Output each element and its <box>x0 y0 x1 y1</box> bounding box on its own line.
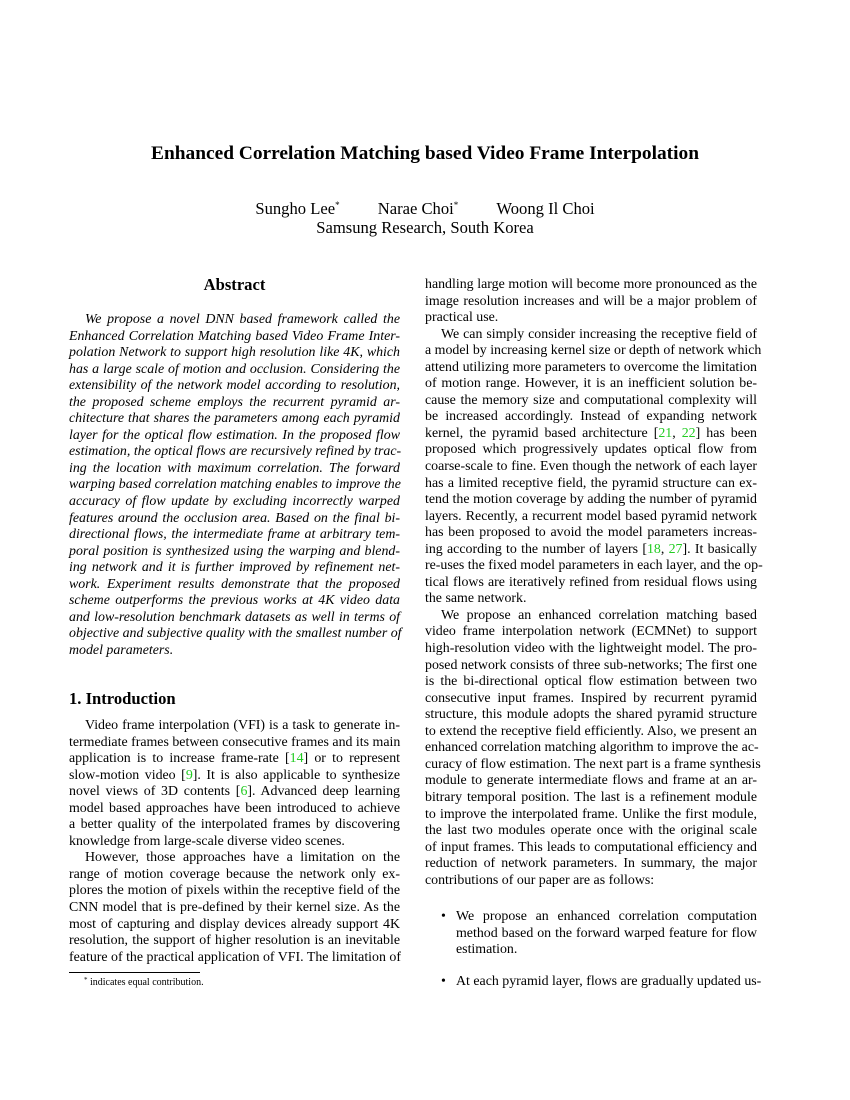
text-segment: kernel, the pyramid based architecture [ <box>425 425 659 441</box>
text-line: has a large scale of motion and occlusion. Considering the <box>69 361 400 377</box>
text-line: structure, this module adopts the shared pyramid structure <box>425 707 757 723</box>
text-line: be increased accordingly. Instead of expanding network <box>425 409 757 425</box>
text-line: re-uses the fixed model parameters in each layer, and the op- <box>425 558 763 574</box>
text-line: scheme outperforms the previous works at 4K video data <box>69 593 400 609</box>
text-line: posed network consists of three sub-networks; The first one <box>425 657 757 673</box>
text-line <box>425 542 757 559</box>
author <box>496 199 594 218</box>
bullet-icon: • <box>441 909 446 924</box>
text-line: cause the memory size and computational complexity will <box>425 392 757 408</box>
text-line: However, those approaches have a limitation on the <box>85 850 400 866</box>
text-line: accuracy of flow update by excluding incorrectly warped <box>69 494 400 510</box>
footnote <box>84 976 204 988</box>
text-segment: ] or to represent <box>303 751 400 767</box>
text-line: feature of the practical application of VFI. The limitation of <box>69 949 401 965</box>
text-line: is the bi-directional optical flow estimation between two <box>425 674 757 690</box>
text-line: the last two modules operate once with the original scale <box>425 823 757 839</box>
equal-contribution-mark: * <box>453 200 459 210</box>
text-line: polation Network to support high resolution like 4K, which <box>69 345 400 361</box>
citation-link[interactable]: 27 <box>668 541 683 557</box>
contribution-bullet <box>425 909 757 959</box>
text-line: warping based correlation matching enables to improve the <box>69 477 401 493</box>
text-line: model based approaches have been introduced to achieve <box>69 800 400 816</box>
text-line: layers. Recently, a recurrent model based pyramid network <box>425 508 757 524</box>
citation-link[interactable]: 14 <box>289 751 304 767</box>
text-segment: novel views of 3D contents [ <box>69 784 241 800</box>
text-segment: , <box>672 425 682 441</box>
citation-link[interactable]: 21 <box>658 425 673 441</box>
text-line: plores the motion of pixels within the receptive field of the <box>69 883 400 899</box>
text-line: module to generate intermediate flows and frame at an ar- <box>425 773 757 789</box>
abstract-body <box>69 312 400 659</box>
text-line <box>69 751 400 768</box>
text-line: attend utilizing more parameters to overcome the limitation <box>425 359 757 375</box>
text-line: tical flows are iteratively refined from residual flows using <box>425 574 757 590</box>
text-line: proposed which progressively updates optical flow from <box>425 442 757 458</box>
text-line: to improve the interpolated frame. Unlike the first module, <box>425 806 757 822</box>
text-line: chitecture that shares the parameters among each pyramid <box>69 411 400 427</box>
text-line: At each pyramid layer, flows are gradually updated us- <box>456 974 762 989</box>
text-line: directional flows, the intermediate frame at arbitrary tem- <box>69 527 400 543</box>
text-segment: ]. It is also applicable to synthesize <box>192 767 400 783</box>
text-line: of input frames. This leads to computational efficiency and <box>425 839 757 855</box>
introduction-body <box>69 718 400 966</box>
text-segment: slow-motion video [ <box>69 767 186 783</box>
bullet-icon: • <box>441 974 446 989</box>
author-name: Woong Il Choi <box>496 199 595 218</box>
text-line: and low-resolution benchmark datasets as well in terms of <box>69 609 400 625</box>
text-segment: ]. It basically <box>682 541 757 557</box>
text-line: video frame interpolation network (ECMNet) to support <box>425 624 757 640</box>
text-line: consecutive input frames. Inspired by recurrent pyramid <box>425 690 757 706</box>
text-line: curacy of flow estimation. The next part is a frame synthesis <box>425 756 761 772</box>
text-line: bitrary temporal position. The last is a refinement module <box>425 789 757 805</box>
text-line: method based on the forward warped feature for flow <box>456 925 757 941</box>
text-line: a better quality of the interpolated frames by discovering <box>69 817 400 833</box>
text-line: layer for the optical flow estimation. In the proposed flow <box>69 427 400 443</box>
text-line: poral position is synthesized using the warping and blend- <box>69 543 400 559</box>
text-line: extensibility of the network model according to resolution, <box>69 378 400 394</box>
text-line: contributions of our paper are as follows: <box>425 872 655 888</box>
author-name: Narae Choi <box>377 199 454 218</box>
text-segment: ] has been <box>695 425 758 441</box>
citation-link[interactable]: 18 <box>646 541 661 557</box>
text-line: Video frame interpolation (VFI) is a task to generate in- <box>85 718 400 733</box>
text-line: of motion range. However, it is an inefficient solution be- <box>425 376 757 392</box>
section-heading-introduction: 1. Introduction <box>69 689 176 708</box>
author <box>255 199 339 218</box>
footnote-rule <box>69 972 200 973</box>
text-line: most of capturing and display devices already support 4K <box>69 916 400 932</box>
affiliation: Samsung Research, South Korea <box>316 218 534 237</box>
author-list <box>0 199 850 219</box>
text-line: ing network and it is further improved by refinement net- <box>69 560 400 576</box>
text-segment: ing according to the number of layers [ <box>425 541 647 557</box>
text-line: estimation, the optical flows are recursively refined by trac- <box>69 444 402 460</box>
text-line <box>69 784 400 801</box>
text-line: range of motion coverage because the network only ex- <box>69 866 400 882</box>
footnote-text: indicates equal contribution. <box>90 977 204 988</box>
citation-link[interactable]: 9 <box>185 767 193 783</box>
text-line: the proposed scheme employs the recurrent pyramid ar- <box>69 394 400 410</box>
text-line: termediate frames between consecutive frames and its main <box>69 734 401 750</box>
right-column-body <box>425 277 763 889</box>
text-line: the same network. <box>425 591 527 607</box>
text-line: work. Experiment results demonstrate that the proposed <box>69 576 400 592</box>
text-line: has a limited receptive field, the pyramid structure can ex- <box>425 475 757 491</box>
text-line <box>425 426 757 443</box>
text-line: practical use. <box>425 310 499 326</box>
text-line: high-resolution video with the lightweight model. The pro- <box>425 641 757 657</box>
text-segment: application is to increase frame-rate [ <box>69 751 290 767</box>
text-segment: , <box>660 541 669 557</box>
text-line: features around the occlusion area. Based on the final bi- <box>69 510 400 526</box>
text-line: resolution, the support of higher resolution is an inevitable <box>69 933 400 949</box>
text-line <box>69 768 400 785</box>
text-segment: ]. Advanced deep learning <box>247 784 400 800</box>
citation-link[interactable]: 22 <box>681 425 696 441</box>
text-line: reduction of network parameters. In summary, the major <box>425 856 757 872</box>
text-line: image resolution increases and will be a major problem of <box>425 293 757 309</box>
text-line: We propose a novel DNN based framework called the <box>85 312 400 327</box>
text-line: We can simply consider increasing the receptive field of <box>441 326 757 342</box>
text-line: Enhanced Correlation Matching based Video Frame Inter- <box>69 328 400 344</box>
footnote-mark: * <box>84 976 88 984</box>
equal-contribution-mark: * <box>335 200 340 210</box>
citation-link[interactable]: 6 <box>240 784 248 800</box>
text-line: We propose an enhanced correlation computation <box>456 909 757 924</box>
text-line: coarse-scale to fine. Even though the network of each layer <box>425 459 757 475</box>
text-line: CNN model that is pre-defined by their kernel size. As the <box>69 900 400 916</box>
text-line: has been proposed to avoid the model parameters increas- <box>425 525 757 541</box>
text-line: to extend the receptive field efficiently. Also, we present an <box>425 723 757 739</box>
text-line: a model by increasing kernel size or depth of network which <box>425 343 762 359</box>
text-line: tend the motion coverage by adding the number of pyramid <box>425 492 757 508</box>
text-line: We propose an enhanced correlation matching based <box>441 607 757 623</box>
bullet-text <box>456 909 757 959</box>
author <box>378 199 459 218</box>
text-line: model parameters. <box>69 642 174 658</box>
text-line: handling large motion will become more pronounced as the <box>425 277 757 292</box>
paper-title: Enhanced Correlation Matching based Video Frame Interpolation <box>151 143 699 164</box>
text-line: knowledge from large-scale diverse video scenes. <box>69 833 345 849</box>
text-line: enhanced correlation matching algorithm to improve the ac- <box>425 740 759 756</box>
text-line: estimation. <box>456 942 518 958</box>
abstract-heading: Abstract <box>203 275 266 294</box>
text-line: objective and subjective quality with the smallest number of <box>69 626 402 642</box>
author-name: Sungho Lee <box>255 199 336 218</box>
contribution-bullet <box>425 974 762 991</box>
text-line: ing the location with maximum correlation. The forward <box>69 460 400 476</box>
bullet-text <box>456 974 762 991</box>
